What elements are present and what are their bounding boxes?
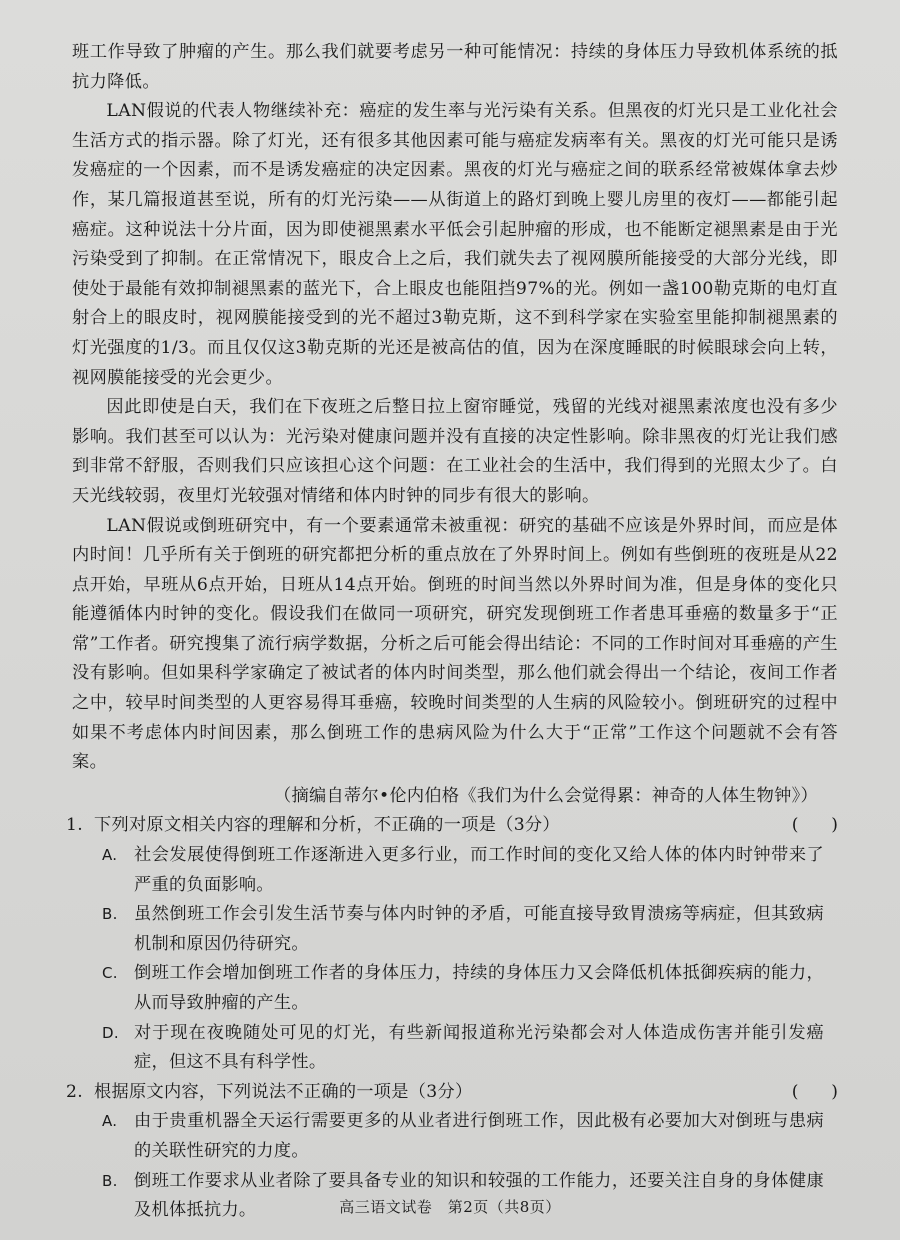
question-1 [66,811,838,1077]
option-text: 倒班工作会增加倒班工作者的身体压力，持续的身体压力又会降低机体抵御疾病的能力，从而导致肿瘤的产生。 [134,963,824,1013]
option-text: 虽然倒班工作会引发生活节奏与体内时钟的矛盾，可能直接导致胃溃疡等病症，但其致病机制和原因仍待研究。 [134,904,824,954]
option-label: A. [102,846,118,865]
option-d [72,1019,838,1078]
question-text: 根据原文内容，下列说法不正确的一项是（3分） [94,1081,473,1102]
question-stem [66,811,838,841]
passage-paragraph: LAN假说或倒班研究中，有一个要素通常未被重视：研究的基础不应该是外界时间，而应是体内时间！几乎所有关于倒班的研究都把分析的重点放在了外界时间上。例如有些倒班的夜班是从22点开始，早班从6点开始，日班从14点开始。倒班的时间当然以外界时间为准，但是身体的变化只能遵循体内时钟的变化。假设我们在做同一项研究，研究发现倒班工作者患耳垂癌的数量多于“正常”工作者。研究搜集了流行病学数据，分析之后可能会得出结论：不同的工作时间对耳垂癌的产生没有影响。但如果科学家确定了被试者的体内时间类型，那么他们就会得出一个结论，夜间工作者之中，较早时间类型的人更容易得耳垂癌，较晚时间类型的人生病的风险较小。倒班研究的过程中如果不考虑体内时间因素，那么倒班工作的患病风险为什么大于“正常”工作这个问题就不会有答案。 [72,515,838,773]
option-text: 倒班工作要求从业者除了要具备专业的知识和较强的工作能力，还要关注自身的身体健康及机体抵抗力。 [134,1170,824,1221]
question-text: 下列对原文相关内容的理解和分析，不正确的一项是（3分） [94,815,560,836]
option-c [72,959,838,1018]
question-number: 1. [66,815,83,836]
question-number: 2. [66,1081,83,1102]
option-a [72,841,838,900]
option-label: D. [102,1023,119,1042]
question-stem [66,1078,838,1108]
passage-source: （摘编自蒂尔•伦内伯格《我们为什么会觉得累：神奇的人体生物钟》） [274,785,818,806]
option-b [72,900,838,959]
option-label: C. [102,964,118,983]
option-text: 对于现在夜晚随处可见的灯光，有些新闻报道称光污染都会对人体造成伤害并能引发癌症，但这不具有科学性。 [134,1022,824,1073]
answer-blank[interactable]: ( ) [791,1081,838,1102]
option-a [72,1107,838,1166]
option-label: B. [102,1171,118,1190]
option-label: B. [102,905,118,924]
option-text: 社会发展使得倒班工作逐渐进入更多行业，而工作时间的变化又给人体的体内时钟带来了严重的负面影响。 [134,845,824,895]
passage-paragraph: 因此即使是白天，我们在下夜班之后整日拉上窗帘睡觉，残留的光线对褪黑素浓度也没有多少影响。我们甚至可以认为：光污染对健康问题并没有直接的决定性影响。除非黑夜的灯光让我们感到非常不舒服，否则我们只应该担心这个问题：在工业社会的生活中，我们得到的光照太少了。白天光线较弱，夜里灯光较强对情绪和体内时钟的同步有很大的影响。 [72,397,838,506]
passage-paragraph: 班工作导致了肿瘤的产生。那么我们就要考虑另一种可能情况：持续的身体压力导致机体系统的抵抗力降低。 [72,42,838,92]
option-label: A. [102,1112,118,1131]
passage-paragraph: LAN假说的代表人物继续补充：癌症的发生率与光污染有关系。但黑夜的灯光只是工业化社会生活方式的指示器。除了灯光，还有很多其他因素可能与癌症发病率有关。黑夜的灯光可能只是诱发癌症的一个因素，而不是诱发癌症的决定因素。黑夜的灯光与癌症之间的联系经常被媒体拿去炒作，某几篇报道甚至说，所有的灯光污染——从街道上的路灯到晚上婴儿房里的夜灯——都能引起癌症。这种说法十分片面，因为即使褪黑素水平低会引起肿瘤的形成，也不能断定褪黑素是由于光污染受到了抑制。在正常情况下，眼皮合上之后，我们就失去了视网膜所能接受的大部分光线，即使处于最能有效抑制褪黑素的蓝光下，合上眼皮也能阻挡97%的光。例如一盏100勒克斯的电灯直射合上的眼皮时，视网膜能接受到的光不超过3勒克斯，这不到科学家在实验室里能抑制褪黑素的灯光强度的1/3。而且仅仅这3勒克斯的光还是被高估的值，因为在深度睡眠的时候眼球会向上转，视网膜能接受的光会更少。 [72,101,838,388]
page-footer: 高三语文试卷 第2页（共8页） [339,1198,561,1216]
answer-blank[interactable]: ( ) [791,815,838,836]
option-text: 由于贵重机器全天运行需要更多的从业者进行倒班工作，因此极有必要加大对倒班与患病的关联性研究的力度。 [134,1111,824,1161]
